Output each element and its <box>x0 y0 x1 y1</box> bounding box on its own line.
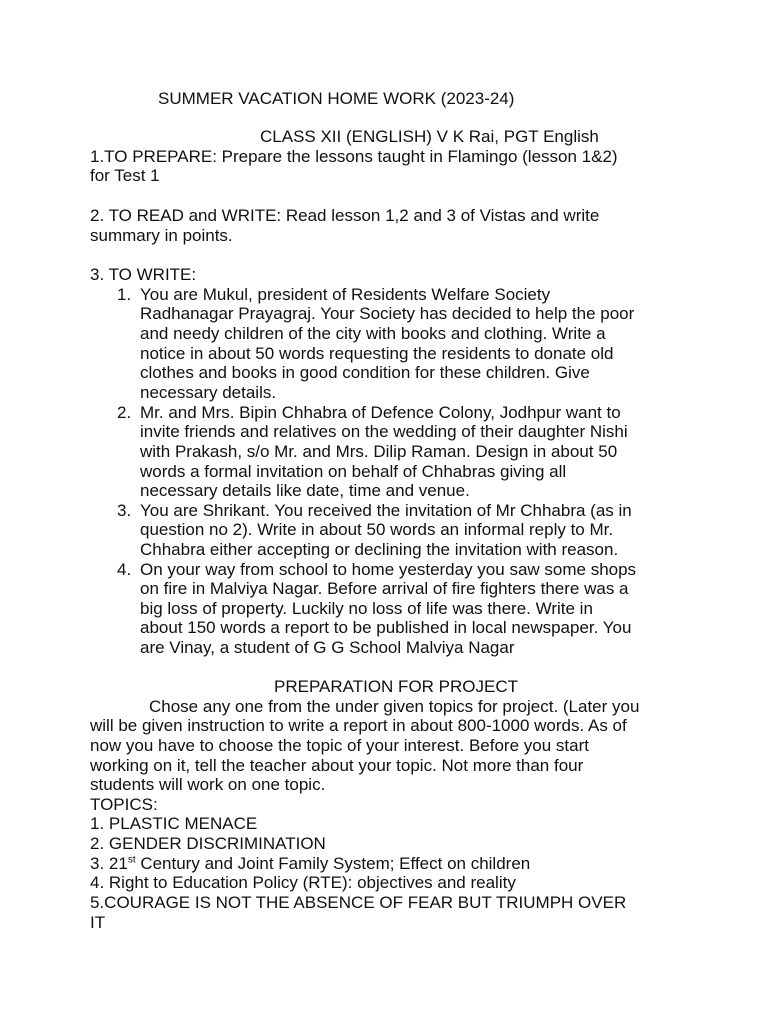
task3-line: Chhabra either accepting or declining the invitation with reason. <box>140 540 619 559</box>
project-paragraph-line: will be given instruction to write a report in about 800-1000 words. As of <box>90 716 627 735</box>
item3-heading: 3. TO WRITE: <box>90 265 197 284</box>
task1-line: necessary details. <box>140 383 277 402</box>
topics-label: TOPICS: <box>90 795 158 814</box>
topic-item: 5.COURAGE IS NOT THE ABSENCE OF FEAR BUT TRIUMPH OVER <box>90 893 627 912</box>
item1-line2: for Test 1 <box>90 166 160 185</box>
item2-line2: summary in points. <box>90 226 233 245</box>
task4-line: big loss of property. Luckily no loss of life was there. Write in <box>140 599 593 618</box>
task1-line: and needy children of the city with books and clothing. Write a <box>140 324 606 343</box>
task3-number: 3. <box>117 501 132 520</box>
task1-number: 1. <box>117 285 132 304</box>
task2-line: invite friends and relatives on the wedding of their daughter Nishi <box>140 422 628 441</box>
project-paragraph-line: students will work on one topic. <box>90 775 326 794</box>
task4-line: on fire in Malviya Nagar. Before arrival of fire fighters there was a <box>140 579 629 598</box>
document-title: SUMMER VACATION HOME WORK (2023-24) <box>158 89 515 108</box>
task4-line: are Vinay, a student of G G School Malviya Nagar <box>140 638 515 657</box>
task4-number: 4. <box>117 560 132 579</box>
task4-line: On your way from school to home yesterday you saw some shops <box>140 560 637 579</box>
document-subtitle: CLASS XII (ENGLISH) V K Rai, PGT English <box>260 127 599 146</box>
topic3-prefix: 3. 21 <box>90 854 128 873</box>
topic5-continuation: IT <box>90 913 106 932</box>
item1-line1: 1.TO PREPARE: Prepare the lessons taught in Flamingo (lesson 1&2) <box>90 147 618 166</box>
project-paragraph-line: Chose any one from the under given topics for project. (Later you <box>149 697 640 716</box>
task2-number: 2. <box>117 403 132 422</box>
task2-line: words a formal invitation on behalf of Chhabras giving all <box>140 462 567 481</box>
task1-line: notice in about 50 words requesting the residents to donate old <box>140 344 614 363</box>
project-paragraph-line: now you have to choose the topic of your interest. Before you start <box>90 736 589 755</box>
item2-line1: 2. TO READ and WRITE: Read lesson 1,2 and 3 of Vistas and write <box>90 206 600 225</box>
task4-line: about 150 words a report to be published in local newspaper. You <box>140 618 632 637</box>
task3-line: question no 2). Write in about 50 words an informal reply to Mr. <box>140 520 614 539</box>
task1-line: Radhanagar Prayagraj. Your Society has decided to help the poor <box>140 304 635 323</box>
task1-line: You are Mukul, president of Residents Welfare Society <box>140 285 551 304</box>
topic3-superscript: st <box>127 854 136 866</box>
topic-item: 1. PLASTIC MENACE <box>90 814 258 833</box>
project-heading: PREPARATION FOR PROJECT <box>274 677 519 696</box>
task3-line: You are Shrikant. You received the invitation of Mr Chhabra (as in <box>140 501 632 520</box>
topic3-rest: Century and Joint Family System; Effect on children <box>135 854 531 873</box>
topic-item-3 <box>90 854 530 874</box>
project-paragraph-line: working on it, tell the teacher about your topic. Not more than four <box>90 756 584 775</box>
task2-line: necessary details like date, time and venue. <box>140 481 470 500</box>
task1-line: clothes and books in good condition for these children. Give <box>140 363 590 382</box>
topic-item: 2. GENDER DISCRIMINATION <box>90 834 326 853</box>
topic-item: 4. Right to Education Policy (RTE): objectives and reality <box>90 873 516 892</box>
task2-line: with Prakash, s/o Mr. and Mrs. Dilip Raman. Design in about 50 <box>140 442 618 461</box>
task2-line: Mr. and Mrs. Bipin Chhabra of Defence Colony, Jodhpur want to <box>140 403 621 422</box>
